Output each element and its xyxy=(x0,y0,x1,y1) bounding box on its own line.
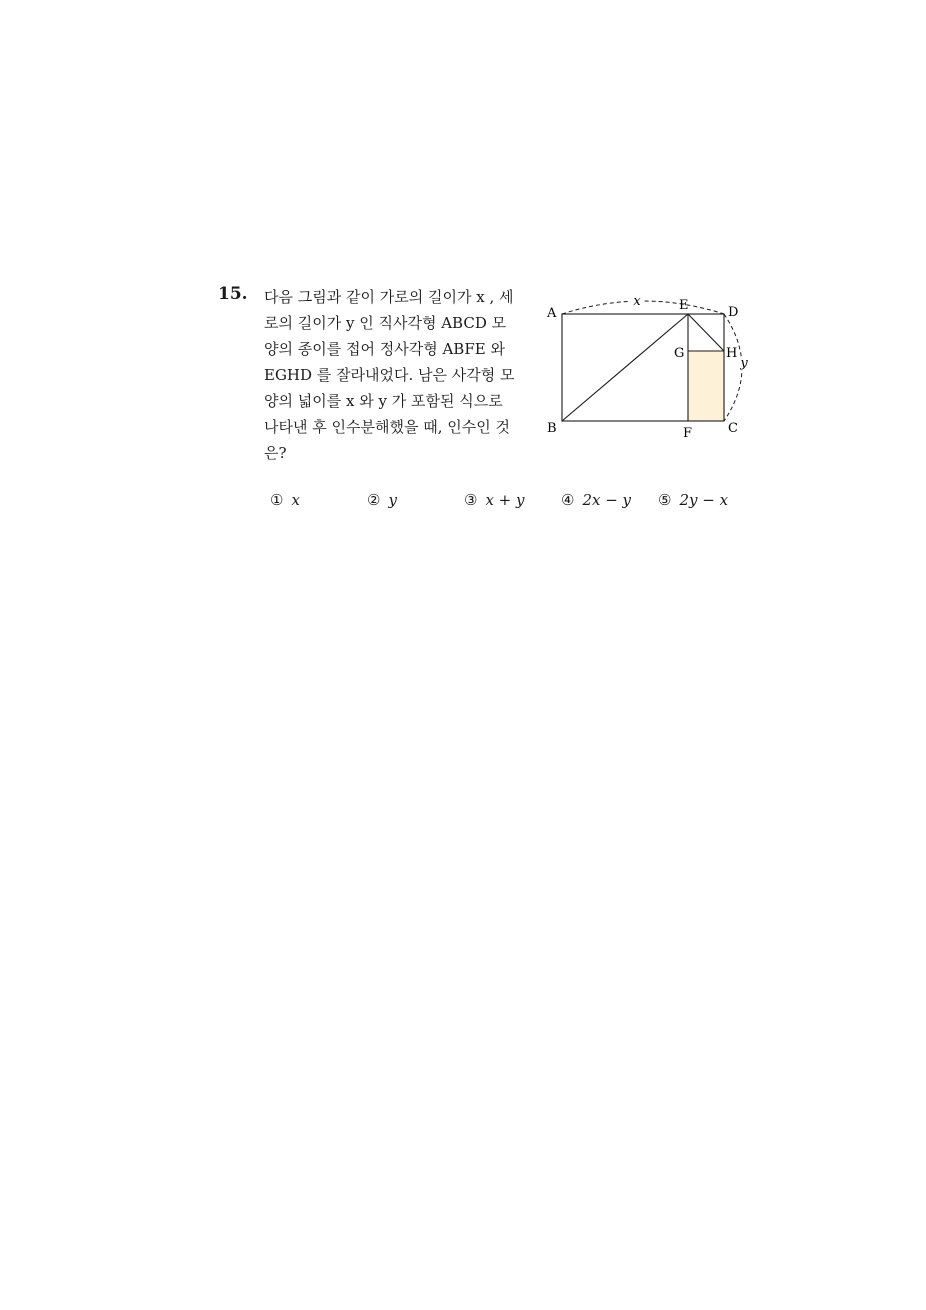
question-line: 양의 넓이를 x 와 y 가 포함된 식으로 xyxy=(264,392,503,410)
point-label-d: D xyxy=(728,305,739,320)
choice-expression: 2y − x xyxy=(679,491,729,509)
point-label-e: E xyxy=(679,298,689,313)
choice-expression: x xyxy=(291,491,300,509)
point-label-a: A xyxy=(547,306,557,321)
choice-expression: x + y xyxy=(485,491,525,509)
choice-5[interactable] xyxy=(658,491,728,509)
point-label-g: G xyxy=(674,346,685,361)
choice-1[interactable] xyxy=(270,491,300,509)
point-label-b: B xyxy=(547,421,557,436)
diagonal-eh xyxy=(688,314,724,351)
choice-3[interactable] xyxy=(464,491,525,509)
point-label-h: H xyxy=(726,346,738,361)
question-line: 은? xyxy=(264,444,287,462)
choice-number: ④ xyxy=(561,491,575,509)
geometry-figure xyxy=(538,288,760,448)
choice-number: ① xyxy=(270,491,284,509)
choice-2[interactable] xyxy=(367,491,397,509)
choice-expression: 2x − y xyxy=(582,491,632,509)
choice-number: ② xyxy=(367,491,381,509)
question-line: 다음 그림과 같이 가로의 길이가 x , 세 xyxy=(264,288,514,306)
question-line: 양의 종이를 접어 정사각형 ABFE 와 xyxy=(264,340,505,358)
width-label: x xyxy=(633,294,641,309)
question-line: 로의 길이가 y 인 직사각형 ABCD 모 xyxy=(264,314,507,332)
question-number: 15. xyxy=(218,284,248,304)
shaded-rectangle xyxy=(688,351,724,421)
choice-number: ③ xyxy=(464,491,478,509)
diagonal-be xyxy=(562,314,688,421)
answer-choices xyxy=(270,491,770,513)
question-line: EGHD 를 잘라내었다. 남은 사각형 모 xyxy=(264,366,515,384)
choice-4[interactable] xyxy=(561,491,631,509)
choice-number: ⑤ xyxy=(658,491,672,509)
point-label-c: C xyxy=(728,421,738,436)
choice-expression: y xyxy=(388,491,397,509)
point-label-f: F xyxy=(683,426,693,441)
height-label: y xyxy=(740,356,748,371)
question-text xyxy=(264,284,526,466)
question-line: 나타낸 후 인수분해했을 때, 인수인 것 xyxy=(264,418,510,436)
